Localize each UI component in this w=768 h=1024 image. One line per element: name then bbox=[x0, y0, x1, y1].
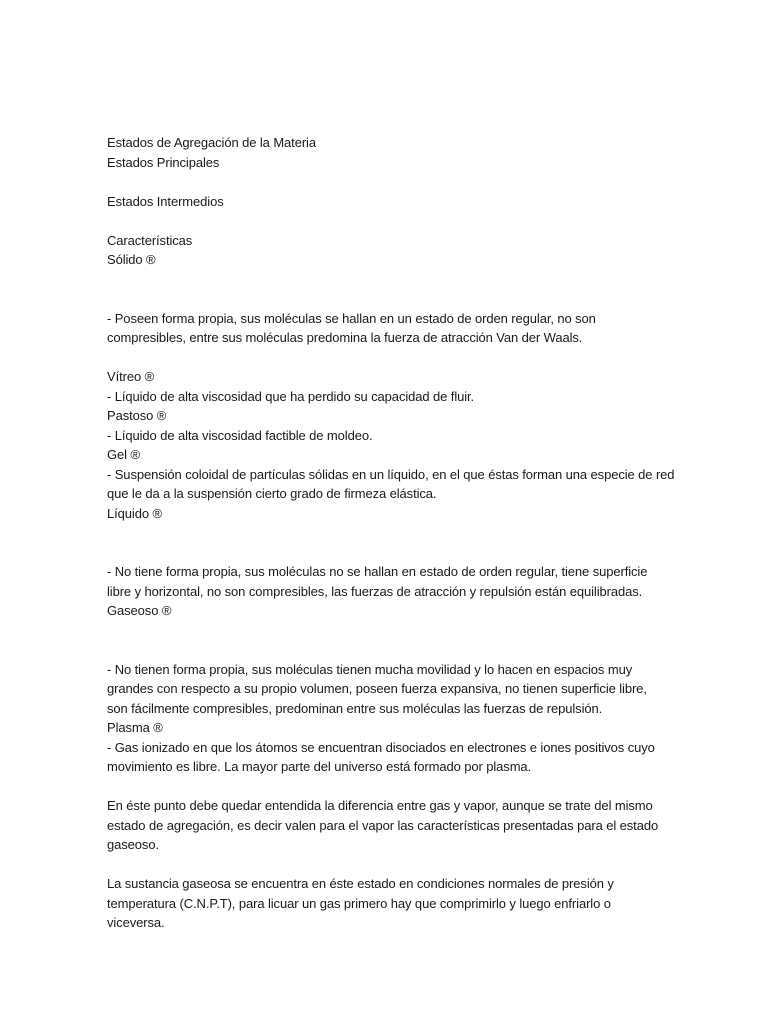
paragraph-line: gaseoso. bbox=[107, 837, 159, 852]
paragraph-line: libre y horizontal, no son compresibles, las fuerzas de atracción y repulsión están equilibradas. bbox=[107, 583, 643, 599]
blank-line bbox=[107, 289, 672, 309]
state-heading: Sólido ® bbox=[107, 252, 156, 267]
paragraph-line: movimiento es libre. La mayor parte del universo está formado por plasma. bbox=[107, 759, 532, 774]
section-heading: Características bbox=[107, 232, 193, 248]
blank-line bbox=[107, 621, 672, 641]
paragraph-line: En éste punto debe quedar entendida la diferencia entre gas y vapor, aunque se trate del mismo bbox=[107, 798, 653, 813]
paragraph-line: estado de agregación, es decir valen para el vapor las características presentadas para el estado bbox=[107, 817, 659, 833]
paragraph-line: - Poseen forma propia, sus moléculas se hallan en un estado de orden regular, no son bbox=[107, 310, 596, 326]
paragraph-line: temperatura (C.N.P.T), para licuar un gas primero hay que comprimirlo y luego enfriarlo o bbox=[107, 895, 611, 911]
paragraph-line: - Líquido de alta viscosidad que ha perdido su capacidad de fluir. bbox=[107, 388, 475, 404]
paragraph-line: son fácilmente compresibles, predominan entre sus moléculas las fuerzas de repulsión. bbox=[107, 700, 603, 716]
blank-line bbox=[107, 348, 672, 368]
paragraph-line: que le da a la suspensión cierto grado de firmeza elástica. bbox=[107, 486, 437, 501]
state-heading: Gel ® bbox=[107, 447, 140, 462]
paragraph-line: - No tiene forma propia, sus moléculas no se hallan en estado de orden regular, tiene superficie bbox=[107, 564, 648, 579]
paragraph-line: grandes con respecto a su propio volumen, poseen fuerza expansiva, no tienen superficie libre, bbox=[107, 681, 647, 696]
blank-line bbox=[107, 270, 672, 290]
paragraph-line: - Gas ionizado en que los átomos se encuentran disociados en electrones e iones positivos cuyo bbox=[107, 739, 655, 755]
blank-line bbox=[107, 777, 672, 797]
paragraph-line: viceversa. bbox=[107, 915, 165, 930]
paragraph-line: compresibles, entre sus moléculas predomina la fuerza de atracción Van der Waals. bbox=[107, 330, 583, 345]
blank-line bbox=[107, 211, 672, 231]
document-title: Estados de Agregación de la Materia bbox=[107, 135, 316, 150]
blank-line bbox=[107, 523, 672, 543]
paragraph-line: - No tienen forma propia, sus moléculas tienen mucha movilidad y lo hacen en espacios muy bbox=[107, 661, 633, 677]
paragraph-line: - Suspensión coloidal de partículas sólidas en un líquido, en el que éstas forman una especie de red bbox=[107, 466, 675, 482]
section-heading: Estados Intermedios bbox=[107, 193, 224, 209]
state-heading: Vítreo ® bbox=[107, 369, 155, 384]
state-heading: Plasma ® bbox=[107, 720, 163, 735]
paragraph-line: - Líquido de alta viscosidad factible de moldeo. bbox=[107, 427, 373, 443]
blank-line bbox=[107, 172, 672, 192]
state-heading: Gaseoso ® bbox=[107, 603, 172, 618]
blank-line bbox=[107, 640, 672, 660]
state-heading: Líquido ® bbox=[107, 505, 162, 521]
section-heading: Estados Principales bbox=[107, 154, 220, 170]
document-body bbox=[107, 133, 675, 933]
blank-line bbox=[107, 855, 672, 875]
blank-line bbox=[107, 543, 672, 563]
paragraph-line: La sustancia gaseosa se encuentra en éste estado en condiciones normales de presión y bbox=[107, 876, 614, 891]
state-heading: Pastoso ® bbox=[107, 408, 167, 423]
